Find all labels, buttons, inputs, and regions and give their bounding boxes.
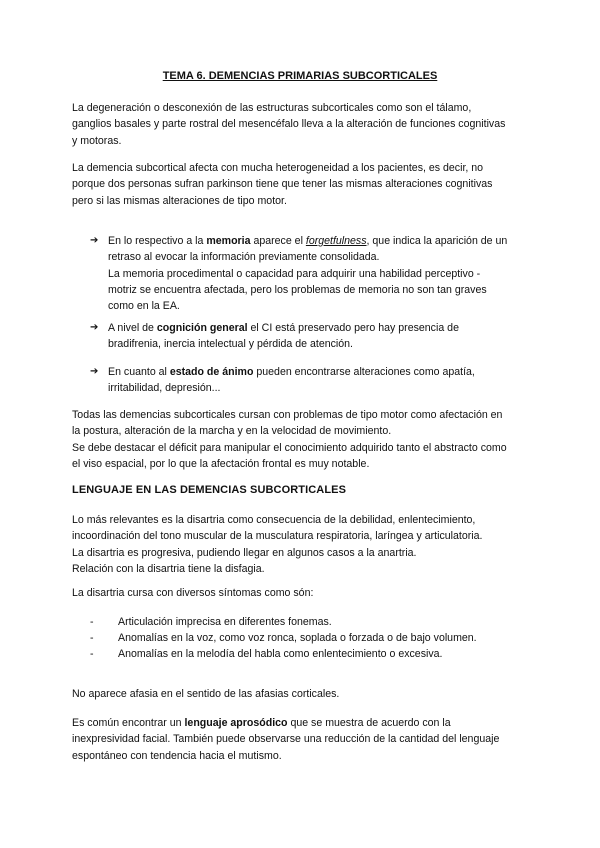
text-run: que se muestra de acuerdo con la xyxy=(287,717,451,729)
text-line: y motoras. xyxy=(72,134,122,147)
dash-bullet: - xyxy=(90,648,94,660)
text-line: el viso espacial, por lo que la afectación frontal es muy notable. xyxy=(72,457,370,470)
text-line xyxy=(72,715,542,731)
paragraph-intro xyxy=(72,100,542,149)
text-line: Todas las demencias subcorticales cursan con problemas de tipo motor como afectación en xyxy=(72,409,503,421)
text-line: como en la EA. xyxy=(108,300,180,313)
paragraph-afasia xyxy=(72,686,542,702)
text-line: motriz se encuentra afectada, pero los problemas de memoria no son tan graves xyxy=(108,283,487,296)
text-run: A nivel de xyxy=(108,322,157,334)
text-run: En lo respectivo a la xyxy=(108,235,207,247)
text-line: La disartria es progresiva, pudiendo llegar en algunos casos a la anartria. xyxy=(72,546,417,559)
text-line: La disartria cursa con diversos síntomas como són: xyxy=(72,587,314,599)
text-line xyxy=(108,364,548,380)
page-title: TEMA 6. DEMENCIAS PRIMARIAS SUBCORTICALES xyxy=(162,70,438,82)
text-line: La demencia subcortical afecta con mucha heterogeneidad a los pacientes, es decir, no xyxy=(72,162,484,174)
paragraph-disartria xyxy=(72,512,542,577)
text-run: pueden encontrarse alteraciones como apatía, xyxy=(253,366,475,378)
text-line: pero si las mismas alteraciones de tipo motor. xyxy=(72,194,287,207)
text-run: el CI está preservado pero hay presencia de xyxy=(247,322,459,334)
text-line xyxy=(108,233,548,249)
dash-bullet: - xyxy=(90,616,94,628)
text-run: , que indica la aparición de un xyxy=(366,235,508,247)
arrow-bullet-icon: ➔ xyxy=(90,322,99,333)
text-line: la postura, alteración de la marcha y en la velocidad de movimiento. xyxy=(72,425,392,438)
text-line: No aparece afasia en el sentido de las afasias corticales. xyxy=(72,688,340,700)
text-run: En cuanto al xyxy=(108,366,170,378)
section-heading: LENGUAJE EN LAS DEMENCIAS SUBCORTICALES xyxy=(72,484,347,496)
text-line xyxy=(108,320,548,336)
list-item-text: Anomalías en la melodía del habla como enlentecimiento o excesiva. xyxy=(118,648,443,660)
text-line: irritabilidad, depresión... xyxy=(108,382,221,395)
text-line: Lo más relevantes es la disartria como consecuencia de la debilidad, enlentecimiento, xyxy=(72,514,476,526)
text-run: aparece el xyxy=(250,235,306,247)
text-line: retraso al evocar la información previamente consolidada. xyxy=(108,251,380,264)
paragraph-heterogeneity xyxy=(72,160,542,209)
bold-term: lenguaje aprosódico xyxy=(184,717,288,729)
text-line: La memoria procedimental o capacidad para adquirir una habilidad perceptivo - xyxy=(108,267,481,280)
bold-term: cognición general xyxy=(156,322,248,334)
text-line: ganglios basales y parte rostral del mesencéfalo lleva a la alteración de funciones cognitivas xyxy=(72,118,506,131)
dash-bullet: - xyxy=(90,632,94,644)
bold-term: estado de ánimo xyxy=(169,366,254,378)
italic-term: forgetfulness xyxy=(305,235,367,247)
paragraph-aprosodico xyxy=(72,715,542,764)
arrow-bullet-icon: ➔ xyxy=(90,235,99,246)
list-item-text: Articulación imprecisa en diferentes fonemas. xyxy=(118,616,332,628)
paragraph-motor xyxy=(72,407,542,472)
text-line: La degeneración o desconexión de las estructuras subcorticales como son el tálamo, xyxy=(72,102,472,114)
text-line: Relación con la disartria tiene la disfagia. xyxy=(72,562,265,575)
text-line: porque dos personas sufran parkinson tiene que tener las mismas alteraciones cognitivas xyxy=(72,178,493,191)
list-item-text: Anomalías en la voz, como voz ronca, soplada o forzada o de bajo volumen. xyxy=(118,632,477,644)
text-line: espontáneo con tendencia hacia el mutismo. xyxy=(72,749,282,762)
text-line: incoordinación del tono muscular de la musculatura respiratoria, laríngea y articulatoria. xyxy=(72,530,483,543)
bold-term: memoria xyxy=(206,235,251,247)
arrow-bullet-icon: ➔ xyxy=(90,366,99,377)
paragraph-sintomas xyxy=(72,585,542,601)
text-run: Es común encontrar un xyxy=(72,717,185,729)
text-line: bradifrenia, inercia intelectual y pérdida de atención. xyxy=(108,338,353,351)
text-line: inexpresividad facial. También puede observarse una reducción de la cantidad del lenguaje xyxy=(72,733,500,746)
text-line: Se debe destacar el déficit para manipular el conocimiento adquirido tanto el abstracto como xyxy=(72,441,507,454)
